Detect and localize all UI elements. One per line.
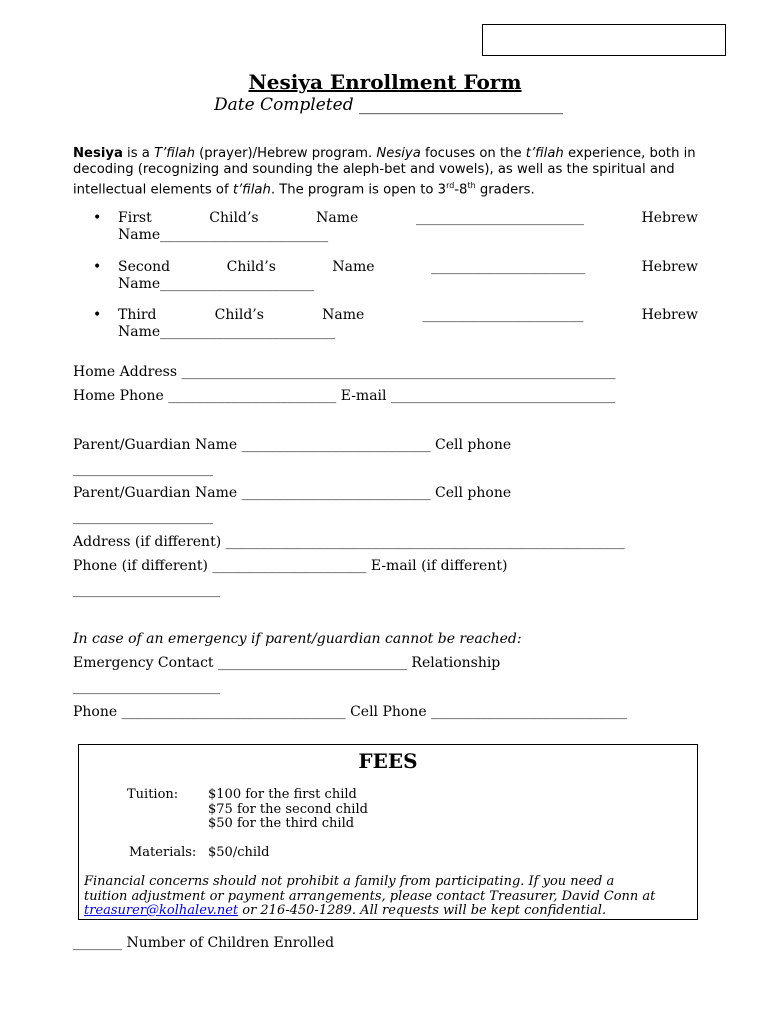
form-title: Nesiya Enrollment Form [248,70,522,94]
tuition-line: $75 for the second child [208,801,368,817]
child-label-word: Name [316,210,359,226]
child-label-word: Hebrew [641,210,698,226]
child-name-blank[interactable]: ______________________ [431,259,586,275]
home-address-field[interactable]: Home Address ______________________________________________________________ [73,364,616,380]
child-label-word: Third [118,307,157,323]
financial-note-text: Financial concerns should not prohibit a family from participating. If you need a tuition adjustment or payment arrangements, please contact Treasurer, David Conn at [84,874,656,904]
child-label-word: Hebrew [641,307,698,323]
emergency-contact-field[interactable]: Emergency Contact ___________________________ Relationship [73,655,501,671]
date-completed-field[interactable]: Date Completed ________________________ [214,95,563,115]
hebrew-name-field[interactable]: Name_________________________ [118,324,336,340]
intro-tfilah: t’filah [525,146,564,161]
fees-box [78,744,698,920]
parent2-field[interactable]: Parent/Guardian Name ___________________________ Cell phone [73,485,512,501]
child-label-word: Child’s [214,307,264,323]
parent1-field[interactable]: Parent/Guardian Name ___________________________ Cell phone [73,437,512,453]
emergency-heading: In case of an emergency if parent/guardian cannot be reached: [73,631,522,647]
fees-title: FEES [358,749,418,773]
intro-text: -8 [454,182,468,198]
alt-phone-email-field[interactable]: Phone (if different) ______________________ E-mail (if different) [73,558,508,574]
materials-label: Materials: [129,845,197,860]
intro-text: is a [122,146,155,161]
superscript-th: th [467,181,476,190]
children-enrolled-field[interactable]: _______ Number of Children Enrolled [73,935,335,951]
intro-text: focuses on the [420,146,526,161]
office-use-box[interactable] [482,24,726,56]
financial-note [84,875,659,919]
child-label-word: Child’s [226,259,276,275]
alt-address-field[interactable]: Address (if different) _________________________________________________________ [73,534,625,550]
alt-email-field[interactable]: _____________________ [73,582,220,598]
bullet-icon: • [93,307,102,323]
intro-text: graders. [475,182,535,198]
child-name-blank[interactable]: ________________________ [415,210,584,226]
bullet-icon: • [93,210,102,226]
tuition-label: Tuition: [127,787,179,802]
intro-tfilah: T’filah [154,146,195,161]
parent2-cell-field[interactable]: ____________________ [73,509,213,525]
hebrew-name-field[interactable]: Name________________________ [118,227,329,243]
emergency-phone-field[interactable]: Phone ________________________________ Cell Phone ____________________________ [73,704,628,720]
intro-tfilah: t’filah [232,182,271,198]
child-name-blank[interactable]: _______________________ [422,307,584,323]
materials-value: $50/child [208,845,270,860]
superscript-rd: rd [446,181,455,190]
child-label-word: First [118,210,152,226]
financial-note-text: or 216-450-1289. All requests will be kept confidential. [238,903,607,918]
bullet-icon: • [93,259,102,275]
intro-program-name-italic: Nesiya [376,146,421,161]
relationship-field[interactable]: _____________________ [73,679,220,695]
parent1-cell-field[interactable]: ____________________ [73,461,213,477]
hebrew-name-field[interactable]: Name______________________ [118,276,315,292]
treasurer-email-link[interactable]: treasurer@kolhalev.net [84,903,239,918]
intro-text: experience, both in decoding (recognizing and sounding the aleph-bet and vowels), as well as the spiritual and intellectual elements of [73,146,696,198]
tuition-line: $50 for the third child [208,816,355,831]
intro-program-name: Nesiya [73,146,123,161]
intro-paragraph [73,146,698,198]
tuition-line: $100 for the first child [208,787,357,802]
child-label-word: Name [332,259,375,275]
child-label-word: Name [322,307,365,323]
intro-text: . The program is open to 3 [270,182,447,198]
child-label-word: Hebrew [641,259,698,275]
child-label-word: Child’s [209,210,259,226]
intro-text: (prayer)/Hebrew program. [194,146,377,161]
home-phone-email-field[interactable]: Home Phone ________________________ E-mail ________________________________ [73,388,615,404]
child-label-word: Second [118,259,171,275]
